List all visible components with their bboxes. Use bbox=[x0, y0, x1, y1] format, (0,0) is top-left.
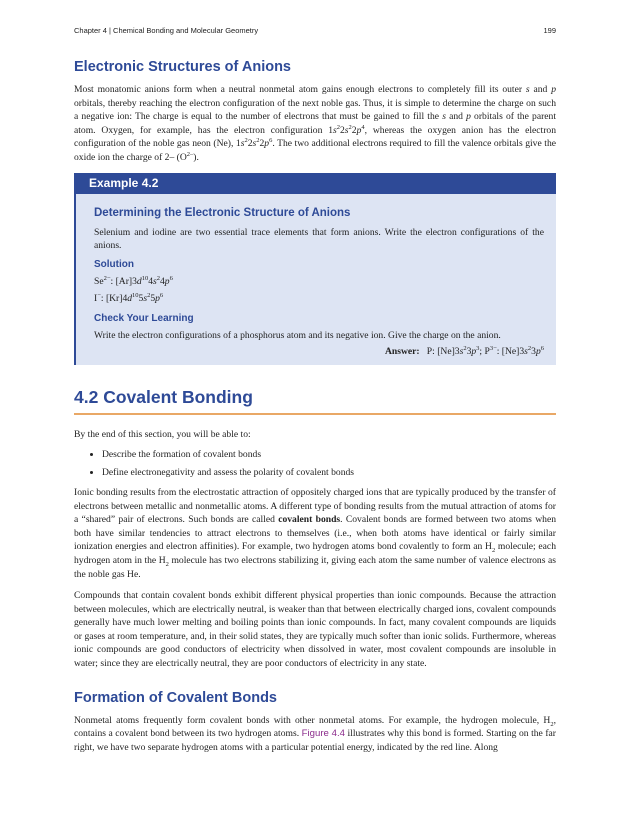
formation-paragraph: Nonmetal atoms frequently form covalent bonds with other nonmetal atoms. For example, the hydrogen molecule, $H_2$, contains a covalent bond between its two hydrogen atoms. Figure 4.4 illustrates why this bond is formed. Starting on the far right, we have two separate hydrogen atoms with a particular potential energy, indicated by the red line. Along bbox=[74, 714, 556, 753]
formation-heading: Formation of Covalent Bonds bbox=[74, 689, 277, 706]
section-rule bbox=[74, 413, 556, 415]
objective-item: • Describe the formation of covalent bonds bbox=[102, 446, 556, 464]
objectives-intro: By the end of this section, you will be able to: bbox=[74, 429, 251, 441]
iodide-configuration: I−: $[Kr]4d^{10}5s^25p^6$ bbox=[94, 291, 164, 304]
example-title: Determining the Electronic Structure of Anions bbox=[94, 206, 351, 219]
figure-4-4-link[interactable]: Figure 4.4 bbox=[301, 728, 345, 740]
selenide-configuration: $Se^{2-}$: $[Ar]3d^{10}4s^24p^6$ bbox=[94, 274, 173, 287]
anions-heading: Electronic Structures of Anions bbox=[74, 59, 291, 75]
anions-paragraph: Most monatomic anions form when a neutral nonmetal atom gains enough electrons to completely fill its outer s and p orbitals, thereby reaching the electron configuration of the next noble gas. Thus, it is simple to determine the charge on such a negative ion: The charge is equal to the number of electrons that must be gained to fill the s and p orbitals of the parent atom. Oxygen, for example, has the electron configuration $1s^22s^22p^4$, whereas the oxygen anion has the electron configuration of the noble gas neon (Ne), $1s^22s^22p^6$. The two additional electrons required to fill the valence orbitals give the oxide ion the charge of 2– $(O^{2-})$. bbox=[74, 84, 557, 163]
example-box bbox=[74, 173, 556, 366]
chapter-title: Chapter 4 | Chemical Bonding and Molecular Geometry bbox=[74, 26, 259, 35]
example-label: Example 4.2 bbox=[76, 173, 556, 194]
example-body bbox=[76, 194, 556, 366]
covalent-paragraph-1: Ionic bonding results from the electrostatic attraction of oppositely charged ions that are typically produced by the transfer of electrons between metallic and nonmetallic atoms. A different type of bonding results from the mutual attraction of atoms for a “shared” pair of electrons. Such bonds are called covalent bonds. Covalent bonds are formed between two atoms when both have similar tendencies to attract electrons to themselves (i.e., when both atoms have identical or fairly similar ionization energies and electron affinities). For example, two hydrogen atoms bond covalently to form an $H_2$ molecule; each hydrogen atom in the $H_2$ molecule has two electrons stabilizing it, giving each atom the same number of valence electrons as the noble gas He. bbox=[74, 486, 557, 580]
objective-item: • Define electronegativity and assess the polarity of covalent bonds bbox=[102, 464, 556, 482]
check-learning-label: Check Your Learning bbox=[94, 312, 194, 324]
solution-label: Solution bbox=[94, 258, 134, 270]
running-header bbox=[74, 26, 556, 38]
objectives-list bbox=[74, 446, 556, 482]
answer-line: Answer: P: $[Ne]3s^23p^3$; $P^{3-}$: $[Ne]3s^23p^6$ bbox=[384, 345, 544, 358]
page-content bbox=[74, 58, 556, 754]
page-number: 199 bbox=[543, 26, 556, 35]
check-learning-question: Write the electron configurations of a phosphorus atom and its negative ion. Give the charge on the anion. bbox=[94, 329, 501, 341]
covalent-bonds-term: covalent bonds bbox=[278, 514, 341, 526]
covalent-paragraph-2: Compounds that contain covalent bonds exhibit different physical properties than ionic compounds. Because the attraction between molecules, which are electrically neutral, is weaker than that between electrically charged ions, covalent compounds generally have much lower melting and boiling points than ionic compounds. In fact, many covalent compounds are liquids or gases at room temperature, and, in their solid states, they are typically much softer than ionic solids. Furthermore, whereas ionic compounds are good conductors of electricity when dissolved in water, most covalent compounds are insoluble in water; since they are electrically neutral, they are poor conductors of electricity in any state. bbox=[74, 590, 556, 670]
covalent-bonding-heading: 4.2 Covalent Bonding bbox=[74, 387, 253, 408]
answer-label: Answer: bbox=[384, 346, 420, 358]
example-question: Selenium and iodine are two essential trace elements that form anions. Write the electron configurations of the anions. bbox=[94, 226, 544, 252]
